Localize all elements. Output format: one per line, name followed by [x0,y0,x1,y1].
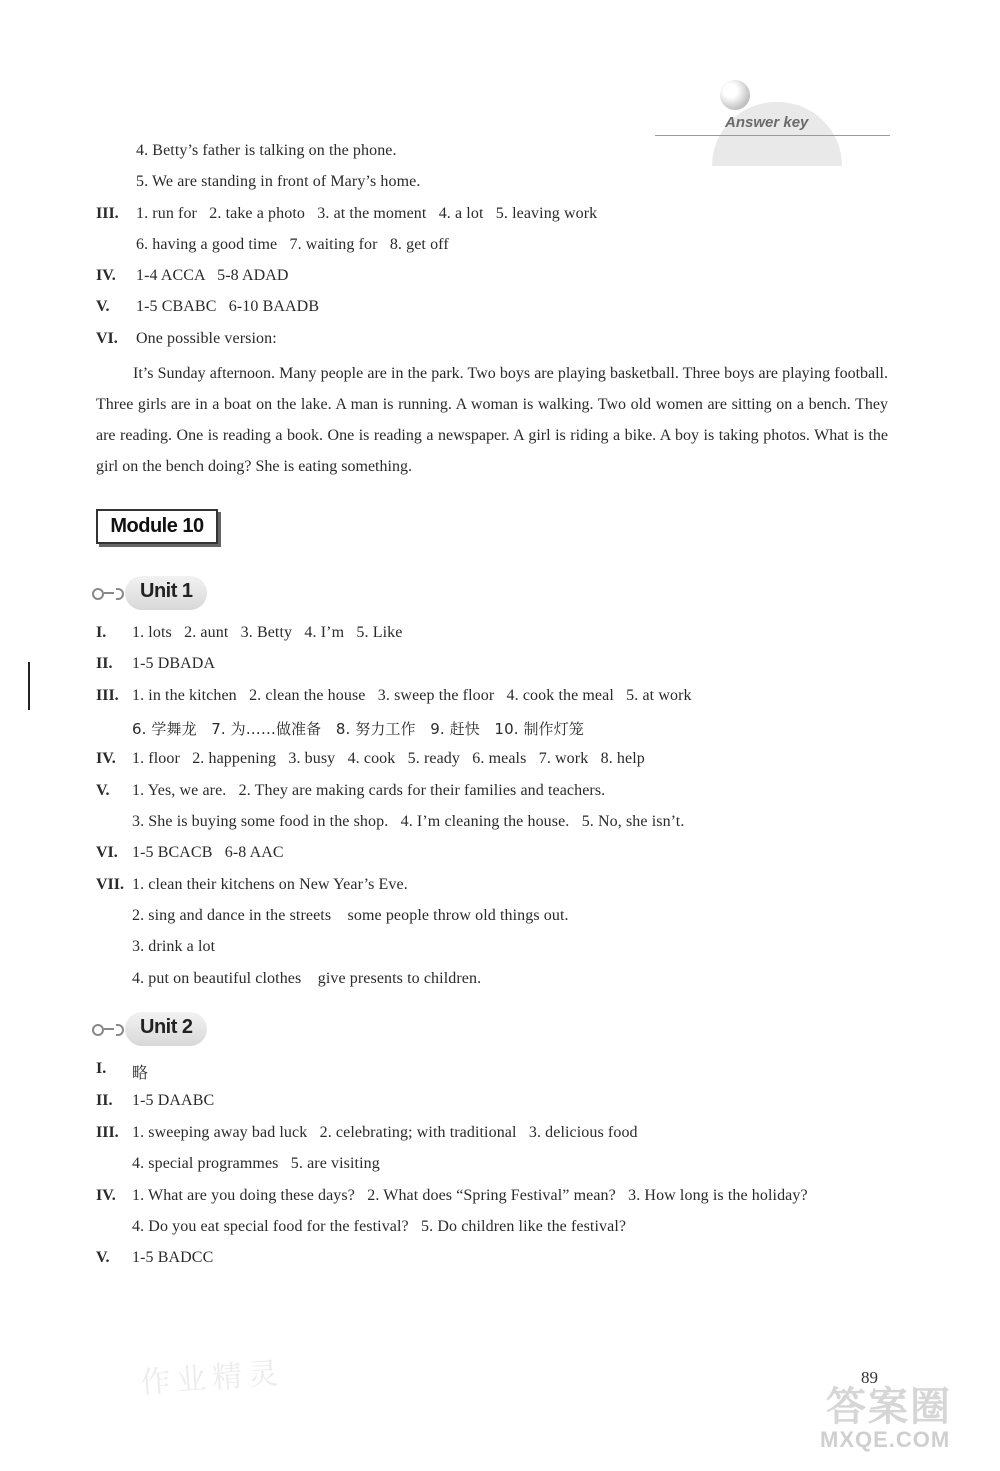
answer-line: 4. special programmes 5. are visiting [132,1155,380,1172]
watermark-left: 作业精灵 [139,1356,286,1401]
section-number: III. [96,687,119,704]
answer-line: 1. in the kitchen 2. clean the house 3. sweep the floor 4. cook the meal 5. at work [132,687,692,704]
answer-line: 1-5 BADCC [132,1249,214,1266]
section-number: VI. [96,844,118,861]
answer-line: 1. sweeping away bad luck 2. celebrating; with traditional 3. delicious food [132,1124,638,1141]
answer-line: 1-5 DBADA [132,655,216,672]
section-number: V. [96,1249,110,1266]
connector-dot-icon [92,588,104,600]
section-number: II. [96,1092,113,1109]
connector-ring-icon [116,1024,124,1036]
section-number: VII. [96,876,125,893]
answer-line: 1-4 ACCA 5-8 ADAD [136,267,289,284]
section-number: V. [96,298,110,315]
page-number: 89 [861,1368,878,1387]
connector-dot-icon [92,1024,104,1036]
unit-2-tag [92,1014,212,1044]
answer-line: 1-5 DAABC [132,1092,215,1109]
answer-line: 6. having a good time 7. waiting for 8. get off [136,236,449,253]
answer-line: 6. 学舞龙 7. 为……做准备 8. 努力工作 9. 赶快 10. 制作灯笼 [132,720,584,738]
watermark-right [820,1375,990,1455]
answer-line: 2. sing and dance in the streets some people throw old things out. [132,907,569,924]
unit-1-tag [92,578,212,608]
sample-composition: It’s Sunday afternoon. Many people are in the park. Two boys are playing basketball. Three boys are playing football. Three girls are in a boat on the lake. A man is running. A woman is walking. Two old women are sitting on a bench. They are reading. One is reading a book. One is reading a newspaper. A girl is riding a bike. A boy is taking photos. What is the girl on the bench doing? She is eating something. [96,365,888,475]
section-number: I. [96,624,107,641]
answer-line: 4. put on beautiful clothes give presents to children. [132,970,482,987]
answer-line: 1. What are you doing these days? 2. What does “Spring Festival” mean? 3. How long is the holiday? [132,1187,808,1204]
section-number: V. [96,782,110,799]
answer-line: 1-5 BCACB 6-8 AAC [132,844,284,861]
unit-title: Unit 1 [140,580,193,602]
answer-line: 1. floor 2. happening 3. busy 4. cook 5. ready 6. meals 7. work 8. help [132,750,645,767]
connector-dash [104,1028,114,1030]
section-number: III. [96,1124,119,1141]
answer-line: 1. lots 2. aunt 3. Betty 4. I’m 5. Like [132,624,403,641]
answer-line: 5. We are standing in front of Mary’s home. [136,173,421,190]
answer-line: 1. clean their kitchens on New Year’s Eve. [132,876,408,893]
watermark-url: MXQE.COM [820,1427,951,1452]
answer-key-label: Answer key [725,114,809,131]
section-number: II. [96,655,113,672]
unit-title: Unit 2 [140,1016,193,1038]
connector-dash [104,592,114,594]
header-arc-decoration [712,102,842,166]
section-number: III. [96,205,119,222]
module-title: Module 10 [96,509,218,544]
answer-line: 3. She is buying some food in the shop. 4. I’m cleaning the house. 5. No, she isn’t. [132,813,685,830]
answer-line: 4. Do you eat special food for the festival? 5. Do children like the festival? [132,1218,627,1235]
answer-key-header [655,62,890,142]
answer-line: 略 [132,1063,149,1082]
watermark-logo-text: 答案圈 [826,1384,952,1430]
header-rule [655,135,890,136]
answer-line: 1. run for 2. take a photo 3. at the moment 4. a lot 5. leaving work [136,205,598,222]
answer-line: 4. Betty’s father is talking on the phone. [136,142,397,159]
section-number: IV. [96,267,116,284]
answer-line: 3. drink a lot [132,938,216,955]
answer-line: One possible version: [136,330,277,347]
section-number: IV. [96,750,116,767]
connector-ring-icon [116,588,124,600]
section-number: VI. [96,330,118,347]
margin-mark [28,662,30,710]
answer-line: 1. Yes, we are. 2. They are making cards for their families and teachers. [132,782,606,799]
section-number: I. [96,1060,107,1077]
ball-icon [720,80,750,110]
section-number: IV. [96,1187,116,1204]
answer-line: 1-5 CBABC 6-10 BAADB [136,298,320,315]
